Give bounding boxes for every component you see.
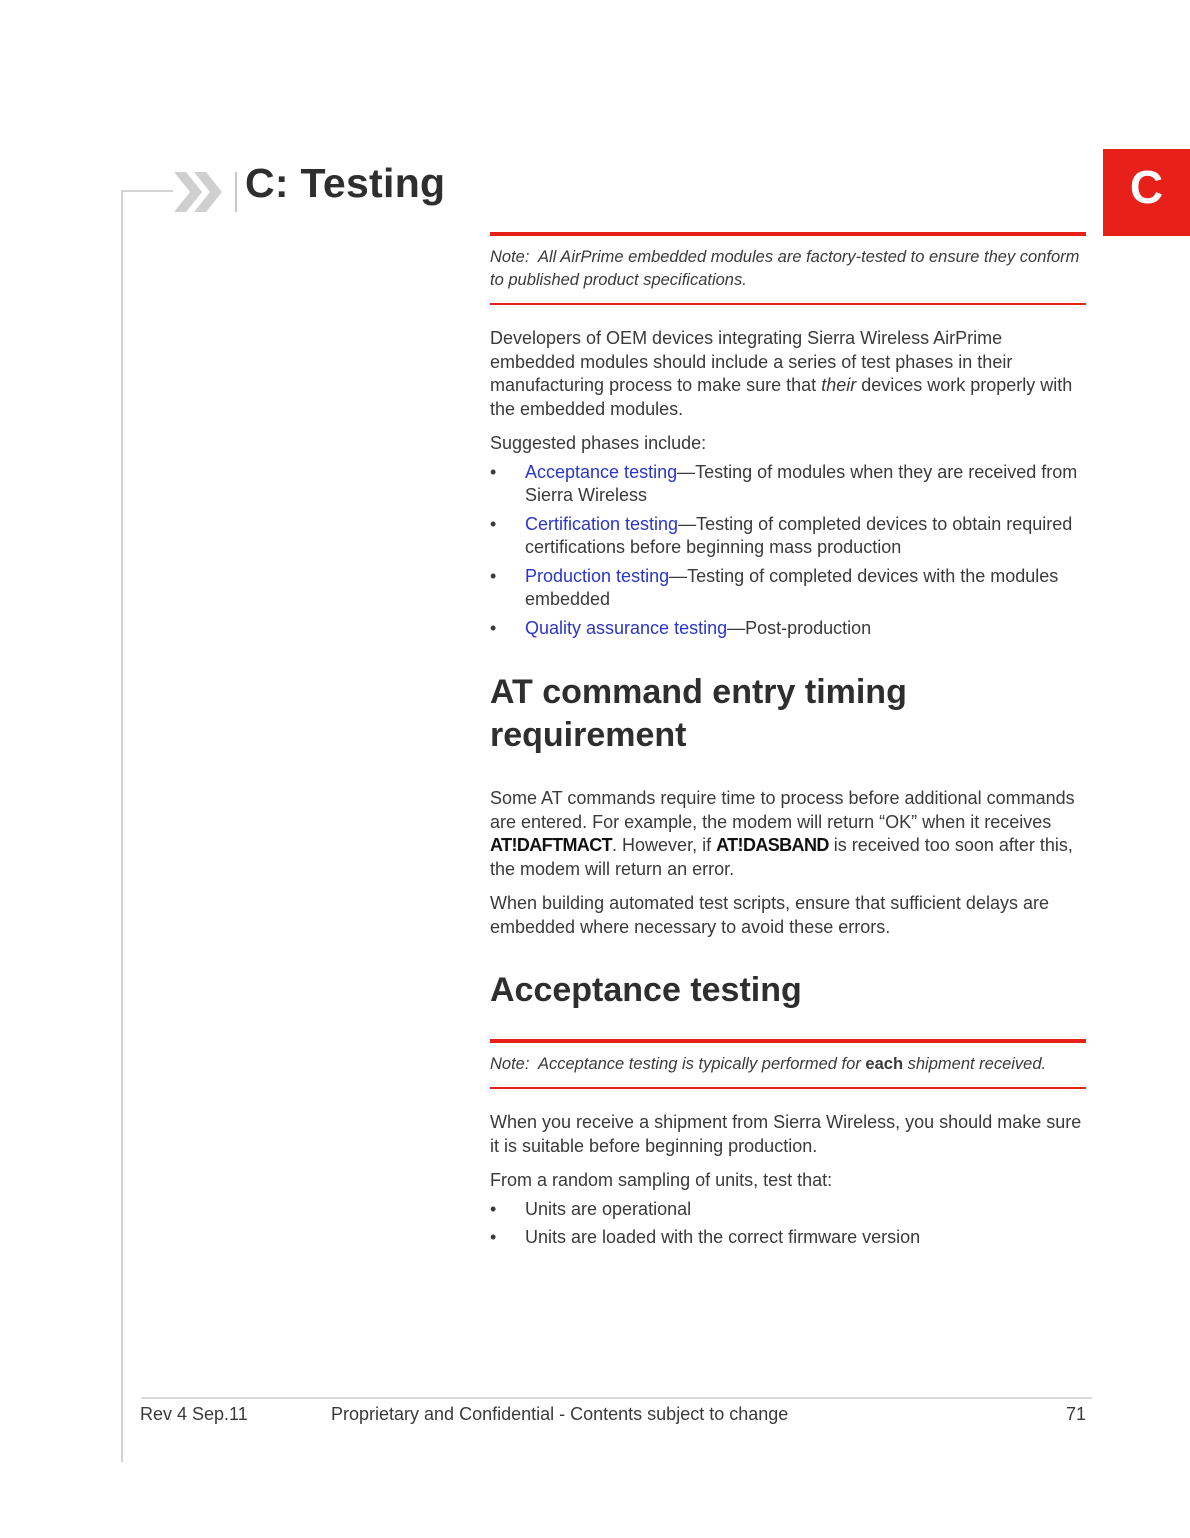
phases-intro: Suggested phases include:	[490, 433, 707, 453]
acceptance-paragraph: When you receive a shipment from Sierra Wireless, you should make sure it is suitable before beginning production.	[490, 1112, 1082, 1156]
note-label: Note:	[490, 1055, 530, 1073]
phase-description: —Post-production	[727, 617, 872, 638]
phases-list	[490, 461, 1086, 641]
check-text: Units are loaded with the correct firmware version	[525, 1227, 921, 1247]
link-production-testing[interactable]: Production testing	[525, 565, 670, 586]
link-quality-assurance-testing[interactable]: Quality assurance testing	[525, 617, 728, 638]
phase-description: —Testing of completed devices to obtain required certifications before beginning mass production	[525, 513, 1073, 557]
chapter-tab: C	[1103, 149, 1190, 236]
list-item	[490, 1226, 1086, 1250]
heading-line-1: AT command entry timing	[490, 673, 907, 711]
double-chevron-icon	[172, 168, 230, 216]
phase-description: —Testing of modules when they are received from Sierra Wireless	[525, 461, 1078, 505]
bullet-icon: •	[490, 565, 497, 586]
page-number: 71	[1065, 1404, 1086, 1424]
link-acceptance-testing[interactable]: Acceptance testing	[525, 461, 678, 482]
at-scripts-paragraph: When building automated test scripts, ensure that sufficient delays are embedded where necessary to avoid these errors.	[490, 893, 1049, 937]
note-bold-each: each	[865, 1055, 904, 1073]
chapter-title: C: Testing	[245, 160, 446, 206]
intro-emphasis: their	[821, 375, 857, 395]
note-text-a: Acceptance testing is typically performed for	[538, 1055, 861, 1073]
bullet-icon: •	[490, 1227, 497, 1247]
sampling-paragraph: From a random sampling of units, test that:	[490, 1170, 833, 1190]
footer-confidential: Proprietary and Confidential - Contents subject to change	[331, 1404, 789, 1424]
intro-text-b: devices work properly with the embedded modules.	[490, 375, 1073, 419]
note-text-b: shipment received.	[907, 1055, 1047, 1073]
note-text: All AirPrime embedded modules are factory-tested to ensure they conform to published product specifications.	[490, 248, 1080, 289]
at-text-b: . However, if	[612, 835, 712, 855]
note-factory-tested	[490, 232, 1086, 305]
bullet-icon: •	[490, 513, 497, 534]
bullet-icon: •	[490, 617, 497, 638]
footer-revision: Rev 4 Sep.11	[140, 1404, 248, 1424]
margin-rule-horizontal	[121, 190, 173, 192]
acceptance-checks-list	[490, 1198, 1086, 1250]
bullet-icon: •	[490, 461, 497, 482]
at-text-c: is received too soon after this, the modem will return an error.	[490, 835, 1073, 879]
heading-acceptance-testing: Acceptance testing	[490, 971, 802, 1009]
note-label: Note:	[490, 248, 530, 266]
at-command-dasband: AT!DASBAND	[716, 835, 829, 855]
list-item	[490, 1198, 1086, 1222]
link-certification-testing[interactable]: Certification testing	[525, 513, 679, 534]
heading-at-command-timing	[490, 671, 1086, 757]
note-acceptance	[490, 1039, 1086, 1089]
check-text: Units are operational	[525, 1198, 692, 1219]
list-item	[490, 617, 1086, 641]
footer-divider	[141, 1397, 1092, 1399]
title-divider	[235, 172, 237, 212]
heading-line-2: requirement	[490, 716, 687, 754]
phase-description: —Testing of completed devices with the modules embedded	[525, 565, 1059, 609]
list-item	[490, 565, 1086, 612]
at-command-daftmact: AT!DAFTMACT	[490, 835, 613, 855]
list-item	[490, 513, 1086, 560]
intro-text-a: Developers of OEM devices integrating Sierra Wireless AirPrime embedded modules should include a series of test phases in their manufacturing process to make sure that	[490, 328, 1013, 395]
main-content	[490, 232, 1086, 1255]
at-text-a: Some AT commands require time to process before additional commands are entered. For example, the modem will return “OK” when it receives	[490, 788, 1075, 832]
intro-paragraph	[490, 327, 1086, 421]
at-timing-paragraph	[490, 787, 1086, 881]
bullet-icon: •	[490, 1198, 497, 1219]
margin-rule-vertical	[121, 190, 123, 1462]
list-item	[490, 461, 1086, 508]
